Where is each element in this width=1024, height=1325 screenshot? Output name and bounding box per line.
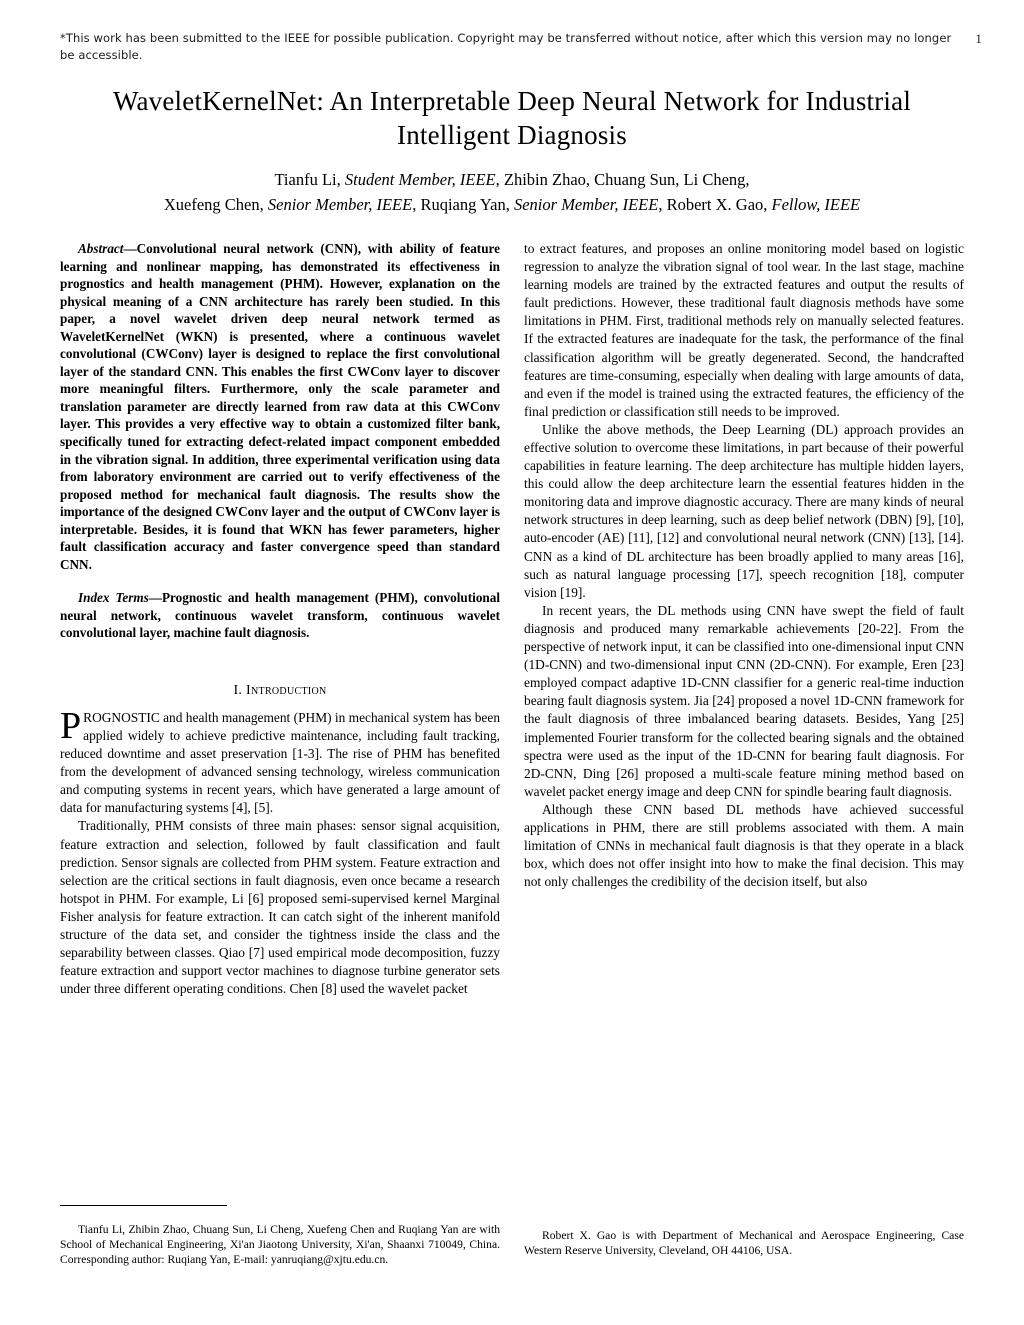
copyright-header <box>60 30 982 63</box>
author-name-3: , Ruqiang Yan, <box>412 195 514 215</box>
section-number: I. <box>233 683 243 698</box>
footnote-rule <box>60 1205 227 1206</box>
abstract-label: Abstract <box>78 240 124 256</box>
page-title: WaveletKernelNet: An Interpretable Deep Neural Network for Industrial Intelligent Diagnosis <box>112 86 912 151</box>
footnote-gao-affiliation: Robert X. Gao is with Department of Mechanical and Aerospace Engineering, Case Western Reserve University, Cleveland, OH 44106, USA. <box>524 1228 964 1257</box>
drop-cap: P <box>60 704 82 747</box>
index-terms-paragraph <box>60 589 500 642</box>
author-name-2: Xuefeng Chen, <box>163 195 268 215</box>
left-column <box>60 240 500 998</box>
footnote-right-column <box>524 1195 964 1267</box>
index-terms-text: —Prognostic and health management (PHM), convolutional neural network, continuous wavelet transform, continuous wavelet convolutional layer, machine fault diagnosis. <box>60 590 501 641</box>
copyright-text: *This work has been submitted to the IEEE for possible publication. Copyright may be transferred without notice, after which this version may no longer be accessible. <box>60 31 952 62</box>
page-number: 1 <box>975 31 982 46</box>
footnote-area <box>60 1195 964 1267</box>
footnote-authors-affiliation: Tianfu Li, Zhibin Zhao, Chuang Sun, Li Cheng, Xuefeng Chen and Ruqiang Yan are with School of Mechanical Engineering, Xi'an Jiaotong University, Xi'an, Shaanxi 710049, China. Corresponding author: Ruqiang Yan, E-mail: yanruqiang@xjtu.edu.cn. <box>60 1222 500 1266</box>
author-affil-3: Senior Member, IEEE <box>513 195 659 215</box>
abstract-text: —Convolutional neural network (CNN), with ability of feature learning and nonlinear mapping, has demonstrated its effectiveness in prognostics and health management (PHM). However, explanation on the physical meaning of a CNN architecture has rarely been studied. In this paper, a novel wavelet driven deep neural network termed as WaveletKernelNet (WKN) is presented, where a continuous wavelet convolutional (CWConv) layer is designed to replace the first convolutional layer of the standard CNN. This enables the first CWConv layer to discover more meaningful filters. Furthermore, only the scale parameter and translation parameter are directly learned from raw data at this CWConv layer. This provides a very effective way to obtain a customized filter bank, specifically tuned for extracting defect-related impact component embedded in the vibration signal. In addition, three experimental verification using data from laboratory environment are carried out to verify effectiveness of the proposed method for mechanical fault diagnosis. The results show the importance of the designed CWConv layer and the output of CWConv layer is interpretable. Besides, it is found that WKN has fewer parameters, higher fault classification accuracy and faster convergence speed than standard CNN. <box>60 240 500 572</box>
abstract-paragraph <box>60 240 500 573</box>
two-column-body <box>60 240 964 998</box>
author-name-4: , Robert X. Gao, <box>658 195 772 215</box>
right-column <box>524 240 964 998</box>
author-line-1 <box>60 167 964 193</box>
right-paragraph-2: Unlike the above methods, the Deep Learning (DL) approach provides an effective solution to overcome these limitations, in part because of their powerful capabilities in feature learning. The deep architecture has multiple hidden layers, this could allow the deep architecture learn the essential features hidden in the monitoring data and improve diagnostic accuracy. There are many kinds of neural network structures in deep learning, such as deep belief network (DBN) [9], [10], auto-encoder (AE) [11], [12] and convolutional neural network (CNN) [13], [14]. CNN as a kind of DL architecture has been broadly applied to many areas [16], such as natural language processing [17], speech recognition [18], computer vision [19]. <box>524 421 964 600</box>
intro-paragraph-1 <box>60 704 501 818</box>
intro-paragraph-1-text: ROGNOSTIC and health management (PHM) in mechanical system has been applied widely to achieve predictive maintenance, including fault tracking, reduced downtime and asset preservation [1-3]. The rise of PHM has benefited from the development of advanced sensing technology, wireless communication and computing systems in recent years, which have generated a large amount of data for manufacturing systems [4], [5]. <box>60 709 501 816</box>
author-name-1: Tianfu Li, <box>274 169 345 189</box>
section-heading-introduction <box>60 682 500 701</box>
author-list <box>60 167 964 218</box>
intro-paragraph-2: Traditionally, PHM consists of three main phases: sensor signal acquisition, feature extraction and selection, followed by fault classification and fault prediction. Sensor signals are collected from PHM system. Feature extraction and selection are the critical sections in fault diagnosis, even once became a research hotspot in PHM. For example, Li [6] proposed semi-supervised kernel Marginal Fisher analysis for feature extraction. It can catch sight of the inherent manifold structure of the data set, and consider the tightness inside the class and the separability between classes. Qiao [7] used empirical mode decomposition, fuzzy feature extraction and support vector machines to diagnose turbine generator sets under three different operating conditions. Chen [8] used the wavelet packet <box>60 818 500 997</box>
right-paragraph-4: Although these CNN based DL methods have achieved successful applications in PHM, there are still problems associated with them. A main limitation of CNNs in mechanical fault diagnosis is that they operate in a black box, which does not offer insight into how to make the final decision. This may not only challenges the credibility of the decision itself, but also <box>524 801 964 890</box>
index-terms-label: Index Terms <box>78 590 149 606</box>
author-affil-2: Senior Member, IEEE <box>267 195 413 215</box>
section-title: Introduction <box>246 683 327 698</box>
right-paragraph-3: In recent years, the DL methods using CNN have swept the field of fault diagnosis and produced many remarkable achievements [20-22]. From the perspective of network input, it can be classified into one-dimensional input CNN (1D-CNN) and two-dimensional input CNN (2D-CNN). For example, Eren [23] employed compact adaptive 1D-CNN classifier for a generic real-time induction bearing fault diagnosis system. Jia [24] proposed a novel 1D-CNN framework for the fault diagnosis of three imbalanced bearing datasets. Besides, Yang [25] implemented Fourier transform for the collected bearing signals and the obtained spectra were used as the input of the 1D-CNN for bearing fault diagnosis. For 2D-CNN, Ding [26] proposed a multi-scale feature mining method based on wavelet packet energy image and deep CNN for spindle bearing fault diagnosis. <box>524 602 964 799</box>
footnote-left-column <box>60 1195 500 1267</box>
right-paragraph-1: to extract features, and proposes an online monitoring model based on logistic regression to analyze the vibration signal of tool wear. In the last stage, machine learning models are trained by the extracted features and output the results of fault predictions. However, these traditional fault diagnosis methods have some limitations in PHM. First, traditional methods rely on manually selected features. If the extracted features are inadequate for the task, the performance of the final classification algorithm will be greatly degenerated. Second, the handcrafted features are time-consuming, especially when dealing with large amounts of data, and even if the model is trained using the extracted features, the efficiency of the final prediction or classification still needs to be improved. <box>524 240 964 419</box>
author-affil-4: Fellow, IEEE <box>771 195 861 215</box>
author-line-2 <box>60 192 964 218</box>
author-names-rest-1: , Zhibin Zhao, Chuang Sun, Li Cheng, <box>495 169 750 189</box>
author-affil-1: Student Member, IEEE <box>344 169 496 189</box>
